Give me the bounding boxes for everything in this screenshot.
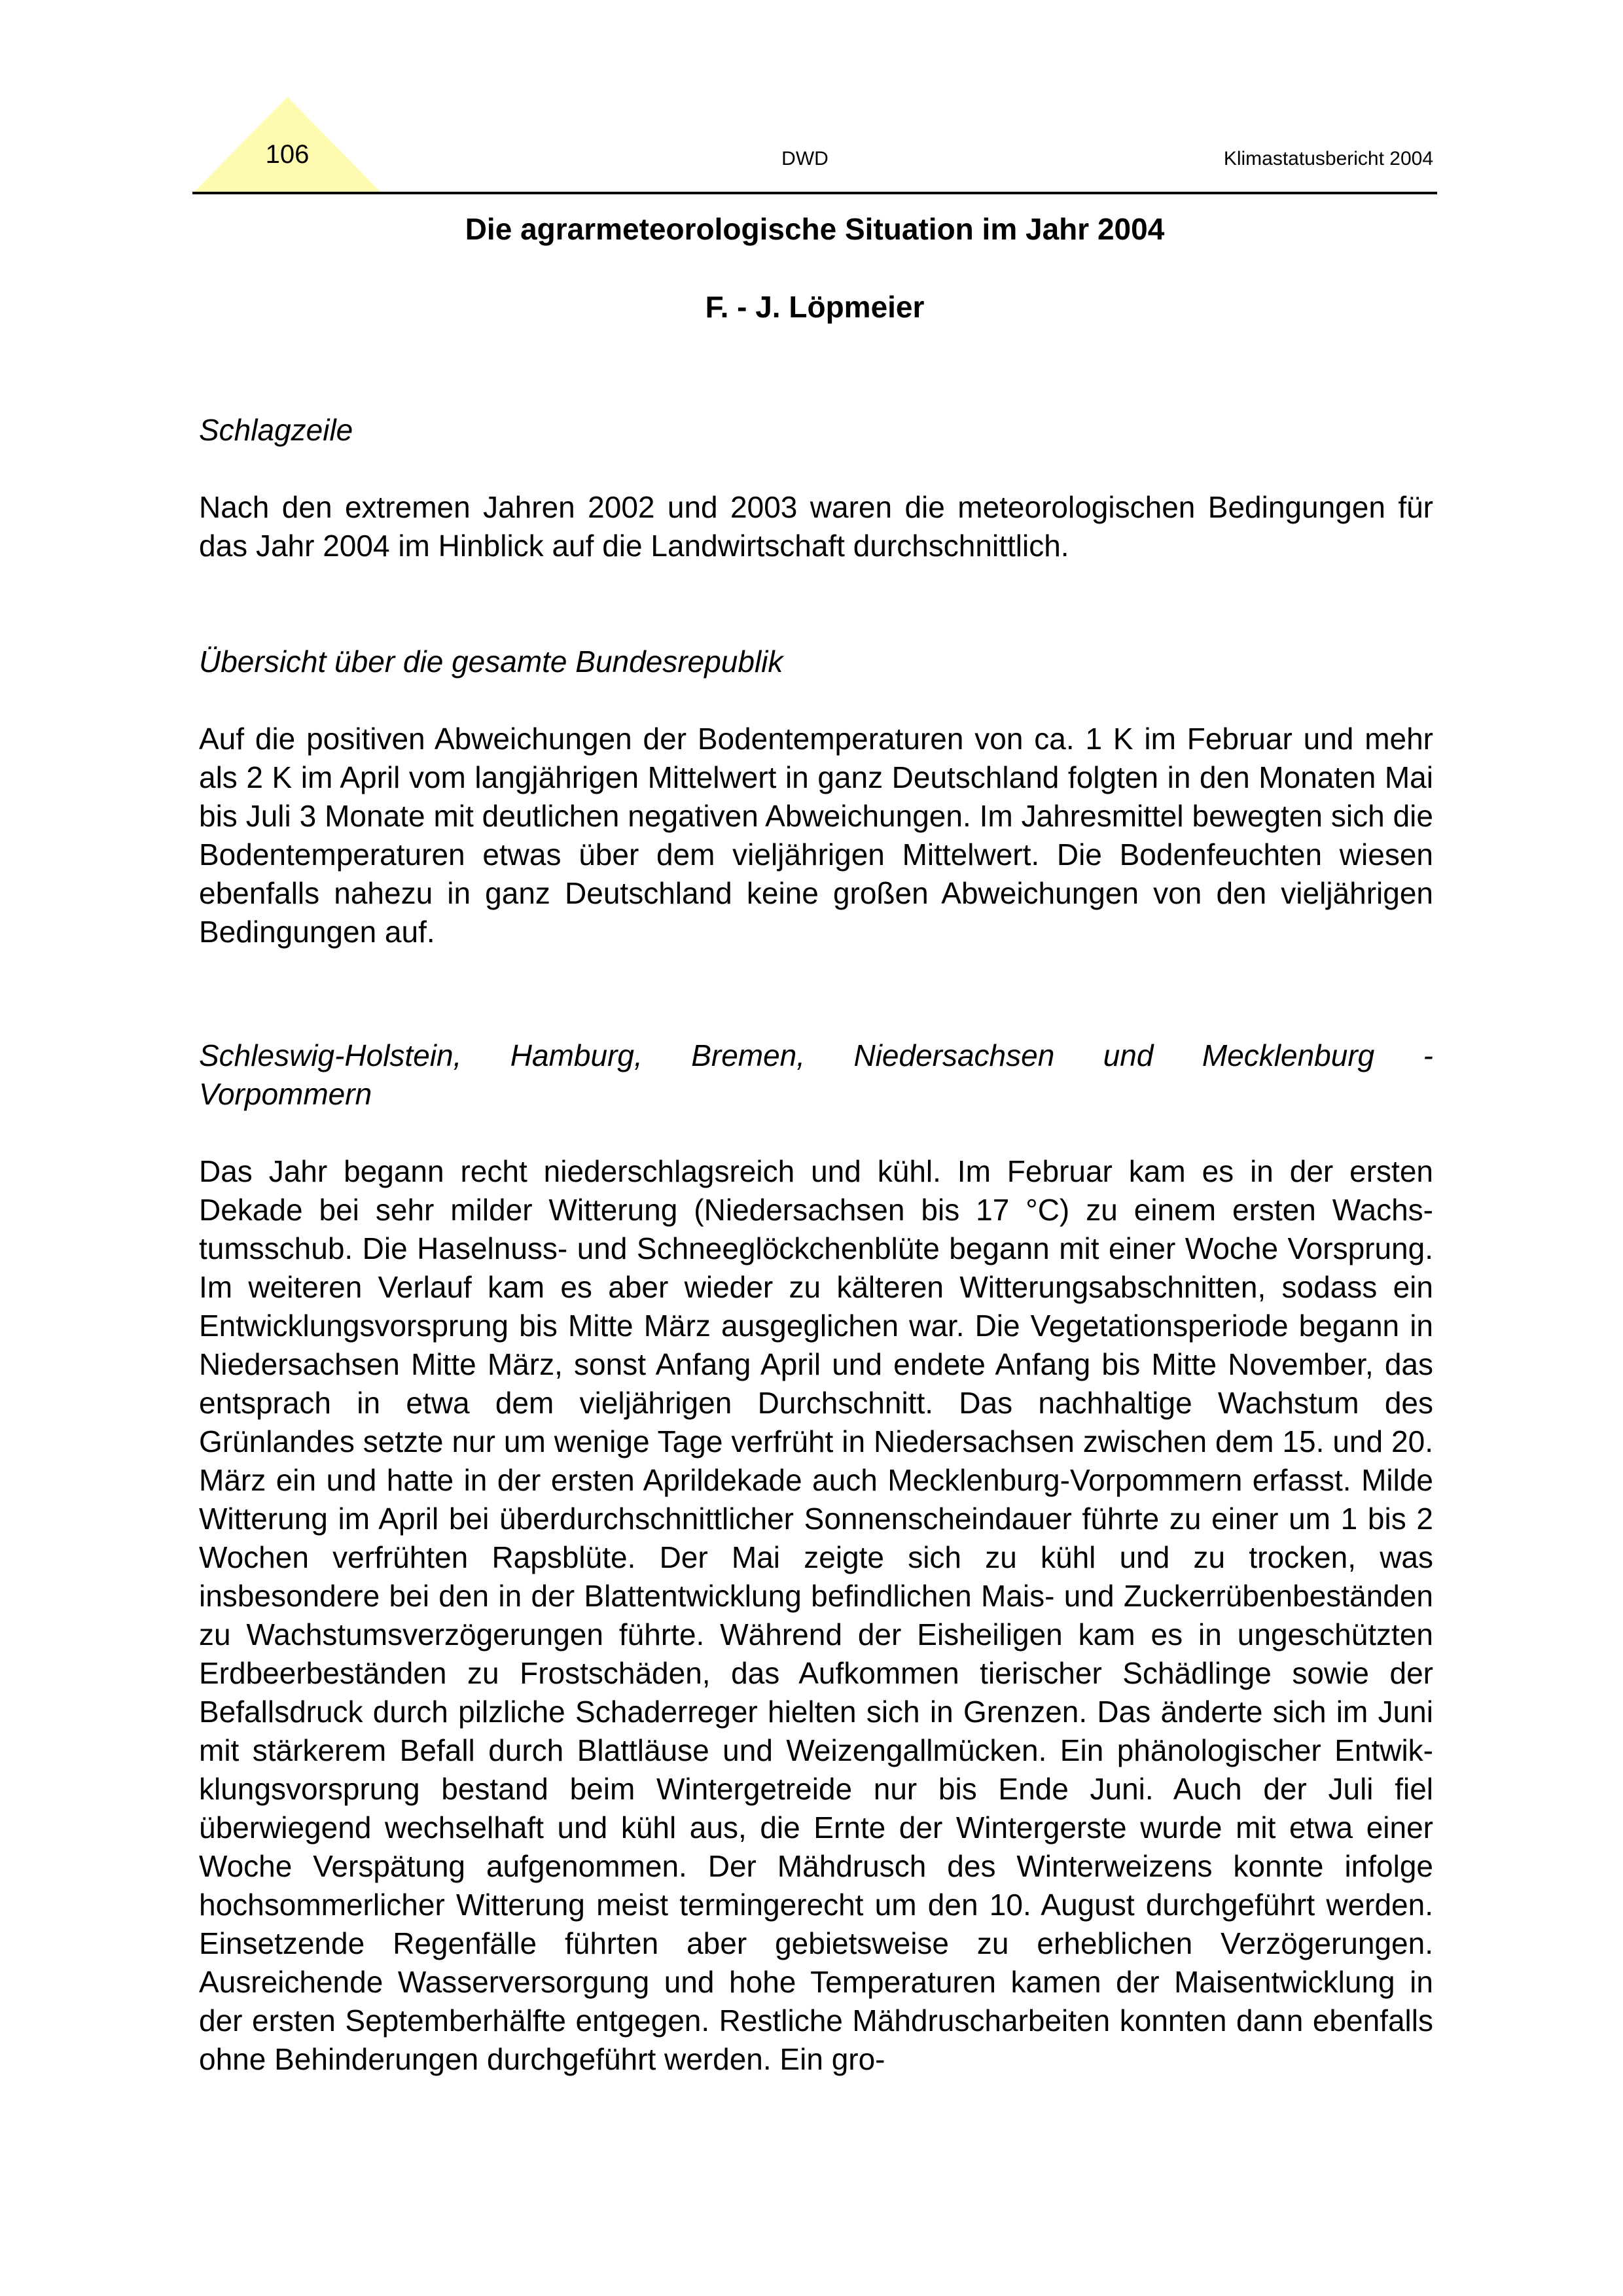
spacer — [199, 565, 1433, 643]
spacer — [199, 1029, 1433, 1036]
section-heading-schlagzeile: Schlagzeile — [199, 413, 353, 447]
page-number: 106 — [265, 140, 310, 169]
section-heading-norddeutschland-line2: Vorpommern — [199, 1077, 372, 1111]
section-heading-norddeutschland-line1: Schleswig-Holstein, Hamburg, Bremen, Niedersachsen und Mecklenburg - — [199, 1038, 1433, 1072]
article-author: F. - J. Löpmeier — [705, 290, 925, 324]
article-title: Die agrarmeteorologische Situation im Jahr 2004 — [465, 212, 1165, 246]
header-report-title: Klimastatusbericht 2004 — [1223, 148, 1433, 169]
spacer — [199, 951, 1433, 1029]
section-heading-uebersicht: Übersicht über die gesamte Bundesrepublik — [199, 645, 783, 679]
spacer — [199, 450, 1433, 488]
section-paragraph-schlagzeile: Nach den extremen Jahren 2002 und 2003 waren die meteorologischen Bedingungen für das Jahr 2004 im Hinblick auf die Landwirtschaft durchschnittlich. — [199, 490, 1433, 563]
header-divider — [192, 192, 1437, 194]
section-paragraph-uebersicht: Auf die positiven Abweichungen der Bodentemperaturen von ca. 1 K im Februar und mehr als 2 K im April vom langjährigen Mittelwert in ganz Deutschland folgten in den Monaten Mai bis Juli 3 Monate mit deutlichen negativen Abweichungen. Im Jahresmittel bewegten sich die Bodentemperaturen etwas über dem vieljährigen Mittelwert. Die Bodenfeuchten wiesen ebenfalls nahezu in ganz Deutschland keine großen Abweichungen von den vieljährigen Bedingungen auf. — [199, 722, 1433, 949]
article-body — [199, 411, 1433, 2079]
spacer — [199, 1114, 1433, 1152]
spacer — [199, 681, 1433, 720]
section-paragraph-norddeutschland: Das Jahr begann recht niederschlagsreich und kühl. Im Februar kam es in der ersten Dekade bei sehr milder Witterung (Niedersachsen bis 17 °C) zu einem ersten Wachstumsschub. Die Haselnuss- und Schneeglöckchenblüte begann mit einer Woche Vorsprung. Im weiteren Verlauf kam es aber wieder zu kälteren Witterungsabschnitten, sodass ein Entwicklungsvorsprung bis Mitte März ausgeglichen war. Die Vegetationsperiode begann in Niedersachsen Mitte März, sonst Anfang April und endete Anfang bis Mitte November, das entsprach in etwa dem vieljährigen Durchschnitt. Das nachhaltige Wachstum des Grünlandes setzte nur um wenige Tage verfrüht in Niedersachsen zwischen dem 15. und 20. März ein und hatte in der ersten Aprildekade auch Mecklenburg-Vorpommern erfasst. Milde Witterung im April bei überdurchschnittlicher Sonnenscheindauer führte zu einer um 1 bis 2 Wochen verfrühten Rapsblüte. Der Mai zeigte sich zu kühl und zu trocken, was insbesondere bei den in der Blattentwicklung befindlichen Mais- und Zuckerrübenbeständen zu Wachstumsverzögerungen führte. Während der Eisheiligen kam es in ungeschützten Erdbeerbeständen zu Frostschäden, das Aufkommen tierischer Schädlinge sowie der Befallsdruck durch pilzliche Schaderreger hielten sich in Grenzen. Das änderte sich im Juni mit stärkerem Befall durch Blattläuse und Weizengallmücken. Ein phänologischer Entwikklungsvorsprung bestand beim Wintergetreide nur bis Ende Juni. Auch der Juli fiel überwiegend wechselhaft und kühl aus, die Ernte der Wintergerste wurde mit etwa einer Woche Verspätung aufgenommen. Der Mähdrusch des Winterweizens konnte infolge hochsommerlicher Witterung meist termingerecht um den 10. August durchgeführt werden. Einsetzende Regenfälle führten aber gebietsweise zu erheblichen Verzögerungen. Ausreichende Wasserversorgung und hohe Temperaturen kamen der Maisentwicklung in der ersten Septemberhälfte entgegen. Restliche Mähdruscharbeiten konnten dann ebenfalls ohne Behinderungen durchgeführt werden. Ein gro- — [199, 1154, 1433, 2076]
header-organization: DWD — [781, 148, 829, 169]
